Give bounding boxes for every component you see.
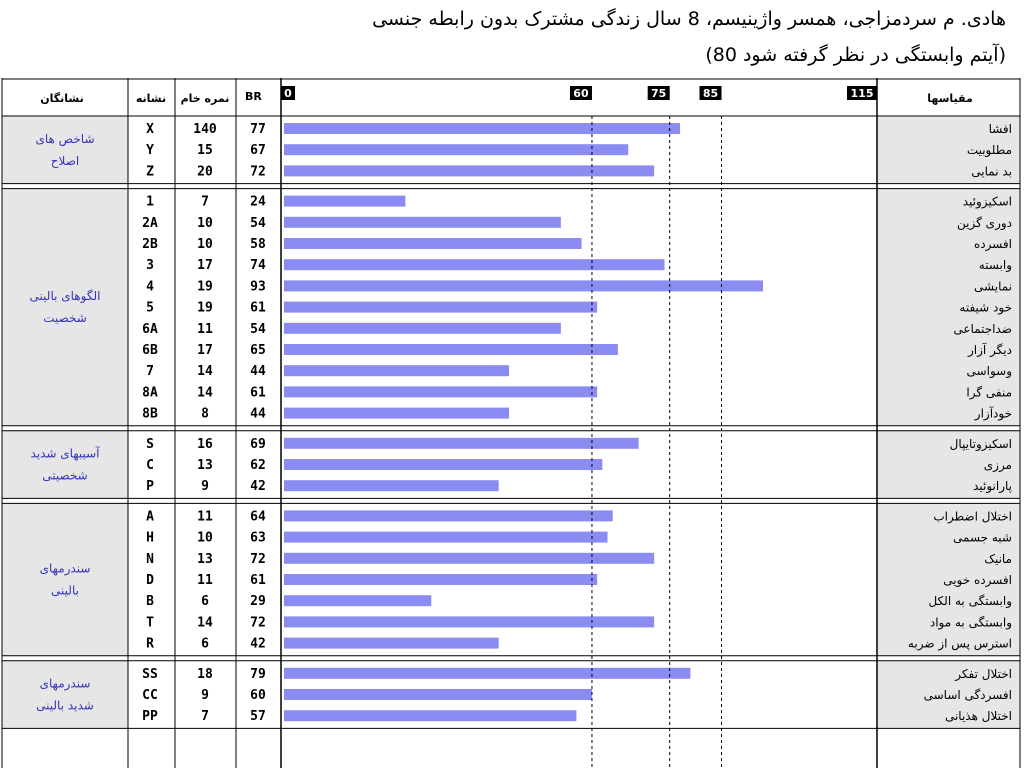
row-br-value: 58: [250, 237, 266, 252]
group-label: شدید بالینی: [36, 698, 94, 713]
row-code: PP: [142, 709, 158, 725]
row-scale-name: افسرده خویی: [943, 573, 1012, 587]
bar: [284, 438, 639, 449]
row-scale-name: وابستگی به الکل: [928, 594, 1012, 609]
row-raw-score: 10: [197, 237, 213, 252]
row-scale-name: خودآزار: [974, 406, 1012, 421]
bar: [284, 616, 654, 627]
row-code: R: [146, 636, 154, 652]
group-label: شاخص های: [35, 131, 95, 146]
row-raw-score: 14: [197, 385, 213, 401]
tick-label-0: 0: [284, 87, 292, 100]
row-scale-name: وسواسی: [966, 364, 1012, 379]
row-raw-score: 9: [201, 688, 209, 703]
row-code: CC: [142, 688, 158, 703]
header-groups: نشانگان: [40, 92, 84, 105]
row-scale-name: اسکیزوتایپال: [949, 436, 1012, 451]
row-code: 1: [146, 194, 154, 210]
bar: [284, 574, 597, 585]
row-code: 7: [146, 364, 154, 380]
row-raw-score: 16: [197, 436, 213, 452]
row-scale-name: بد نمایی: [971, 164, 1012, 179]
row-br-value: 61: [250, 300, 266, 316]
row-raw-score: 10: [197, 215, 213, 231]
row-br-value: 44: [250, 406, 266, 422]
row-code: C: [146, 458, 154, 473]
bar: [284, 408, 509, 419]
tick-label-75: 75: [651, 87, 667, 100]
row-code: Y: [146, 143, 154, 159]
bar: [284, 510, 613, 521]
row-br-value: 61: [250, 573, 266, 588]
bar: [284, 196, 405, 207]
chart-title-line2: (آیتم وابستگی در نظر گرفته شود 80): [705, 44, 1006, 66]
row-code: B: [146, 594, 154, 610]
row-code: 5: [146, 300, 154, 316]
bar: [284, 165, 654, 176]
row-raw-score: 14: [197, 615, 213, 631]
bar: [284, 217, 561, 228]
row-code: T: [146, 615, 154, 631]
row-code: 2A: [142, 215, 158, 231]
row-br-value: 57: [250, 709, 266, 725]
row-raw-score: 11: [197, 509, 213, 525]
row-scale-name: نمایشی: [974, 279, 1012, 294]
row-raw-score: 18: [197, 666, 213, 682]
row-code: H: [146, 530, 154, 546]
row-raw-score: 8: [201, 406, 209, 422]
row-raw-score: 17: [197, 343, 213, 358]
row-raw-score: 140: [193, 122, 217, 137]
row-code: N: [146, 551, 154, 567]
header-scales: مقیاسها: [927, 92, 973, 105]
row-code: S: [146, 436, 154, 452]
row-scale-name: افسرده: [973, 237, 1012, 251]
row-br-value: 44: [250, 364, 266, 380]
group-label: شخصیت: [43, 311, 87, 326]
group-cell-bg: [2, 189, 128, 426]
row-scale-name: خود شیفته: [959, 300, 1012, 315]
row-scale-name: اختلال هذیانی: [944, 709, 1012, 724]
bar: [284, 480, 499, 491]
bar: [284, 238, 582, 249]
row-code: Z: [146, 164, 154, 180]
row-scale-name: مانیک: [984, 551, 1012, 566]
row-br-value: 63: [250, 530, 266, 546]
mcmi-profile-chart: [0, 78, 1024, 768]
tick-label-85: 85: [702, 87, 719, 100]
bar: [284, 689, 592, 700]
row-raw-score: 6: [201, 636, 209, 652]
row-scale-name: مطلوبیت: [966, 143, 1012, 158]
bar: [284, 386, 597, 397]
row-code: 6B: [142, 343, 158, 358]
row-code: 2B: [142, 237, 158, 252]
bar: [284, 668, 690, 679]
header-br: BR: [245, 90, 262, 103]
row-raw-score: 17: [197, 258, 213, 274]
row-br-value: 74: [250, 258, 266, 274]
row-scale-name: شبه جسمی: [953, 530, 1012, 545]
row-br-value: 69: [250, 436, 266, 452]
row-code: D: [146, 573, 154, 588]
row-raw-score: 13: [197, 551, 213, 567]
row-br-value: 62: [250, 458, 266, 473]
row-scale-name: منفی گرا: [966, 385, 1012, 400]
tick-label-60: 60: [573, 87, 589, 100]
row-br-value: 77: [250, 122, 266, 137]
group-label: سندرمهای: [39, 676, 91, 691]
group-label: سندرمهای: [39, 561, 91, 576]
bar: [284, 459, 602, 470]
row-raw-score: 11: [197, 321, 213, 337]
chart-title-line1: هادی. م سردمزاجی، همسر واژینیسم، 8 سال زندگی مشترک بدون رابطه جنسی: [372, 8, 1006, 30]
row-raw-score: 19: [197, 300, 213, 316]
row-code: P: [146, 479, 154, 495]
row-br-value: 64: [250, 509, 266, 525]
row-br-value: 67: [250, 143, 266, 159]
bar: [284, 302, 597, 313]
group-cell-bg: [2, 116, 128, 184]
bar: [284, 365, 509, 376]
row-raw-score: 15: [197, 143, 213, 159]
row-scale-name: وابستگی به مواد: [929, 615, 1012, 630]
row-code: 4: [146, 279, 154, 295]
bar: [284, 144, 628, 155]
group-cell-bg: [2, 503, 128, 655]
row-scale-name: دوری گزین: [957, 215, 1012, 230]
row-br-value: 29: [250, 594, 266, 610]
row-scale-name: اسکیزوئید: [962, 194, 1012, 209]
bar: [284, 595, 431, 606]
bar: [284, 323, 561, 334]
group-label: الگوهای بالینی: [29, 289, 101, 304]
row-raw-score: 19: [197, 279, 213, 295]
row-code: SS: [142, 666, 158, 682]
row-scale-name: افسردگی اساسی: [923, 688, 1012, 702]
row-br-value: 42: [250, 479, 266, 495]
row-raw-score: 11: [197, 573, 213, 588]
row-scale-name: ضداجتماعی: [953, 321, 1012, 336]
row-scale-name: اختلال اضطراب: [933, 509, 1012, 524]
header-code: نشانه: [135, 92, 167, 105]
row-code: X: [146, 122, 154, 137]
header-raw-score: نمره خام: [180, 92, 230, 105]
row-scale-name: مرزی: [983, 458, 1012, 472]
row-br-value: 24: [250, 194, 266, 210]
row-raw-score: 10: [197, 530, 213, 546]
row-raw-score: 9: [201, 479, 209, 495]
row-br-value: 79: [250, 666, 266, 682]
row-raw-score: 13: [197, 458, 213, 473]
row-br-value: 61: [250, 385, 266, 401]
row-code: 3: [146, 258, 154, 274]
group-label: اصلاح: [50, 153, 80, 168]
row-br-value: 72: [250, 164, 266, 180]
row-code: 8B: [142, 406, 158, 422]
row-scale-name: افشا: [988, 122, 1012, 136]
group-cell-bg: [2, 431, 128, 499]
row-raw-score: 14: [197, 364, 213, 380]
row-br-value: 65: [250, 343, 266, 358]
tick-label-115: 115: [850, 87, 874, 100]
bar: [284, 553, 654, 564]
bar: [284, 710, 576, 721]
row-scale-name: پارانوئید: [973, 479, 1012, 494]
row-scale-name: استرس پس از ضربه: [907, 636, 1012, 651]
row-scale-name: دیگر آزار: [967, 343, 1012, 357]
group-label: آسیبهای شدید: [30, 446, 100, 461]
row-br-value: 93: [250, 279, 266, 295]
group-cell-bg: [2, 661, 128, 729]
row-raw-score: 7: [201, 194, 209, 210]
row-code: A: [146, 509, 154, 525]
row-br-value: 60: [250, 688, 266, 703]
row-br-value: 54: [250, 215, 266, 231]
row-br-value: 54: [250, 321, 266, 337]
row-scale-name: وابسته: [978, 258, 1012, 273]
row-raw-score: 20: [197, 164, 213, 180]
row-code: 6A: [142, 321, 158, 337]
bar: [284, 638, 499, 649]
row-raw-score: 6: [201, 594, 209, 610]
row-scale-name: اختلال تفکر: [955, 666, 1012, 681]
row-br-value: 72: [250, 551, 266, 567]
bar: [284, 280, 763, 291]
row-br-value: 42: [250, 636, 266, 652]
row-raw-score: 7: [201, 709, 209, 725]
group-label: بالینی: [51, 583, 79, 598]
group-label: شخصیتی: [42, 468, 88, 483]
bar: [284, 344, 618, 355]
bar: [284, 123, 680, 134]
bar: [284, 259, 665, 270]
row-br-value: 72: [250, 615, 266, 631]
row-code: 8A: [142, 385, 158, 401]
bar: [284, 532, 608, 543]
